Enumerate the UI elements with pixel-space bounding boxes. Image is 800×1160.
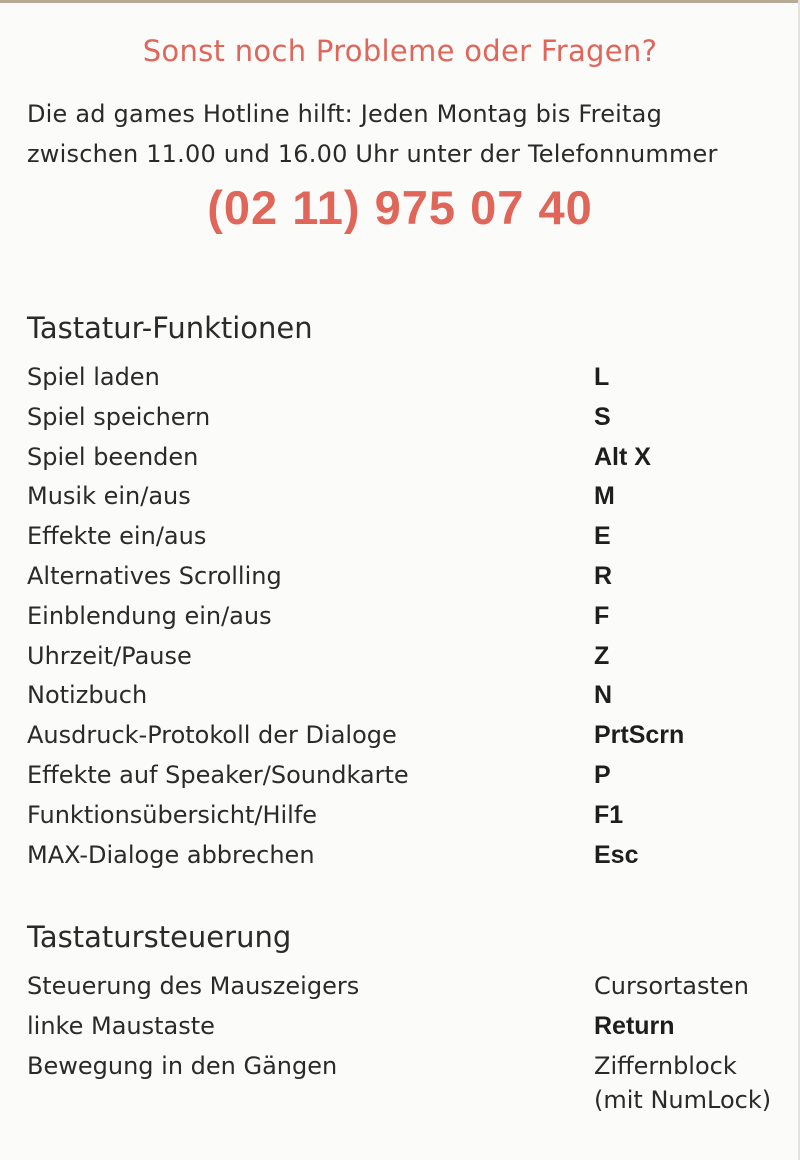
- key-label: Return: [594, 1012, 675, 1040]
- function-label: Notizbuch: [27, 681, 148, 710]
- function-label: Steuerung des Mauszeigers: [27, 972, 360, 1000]
- function-label: Effekte ein/aus: [27, 522, 207, 551]
- key-row-hilfe: [27, 796, 787, 836]
- function-label: Effekte auf Speaker/Soundkarte: [27, 760, 409, 789]
- function-label: Spiel speichern: [27, 402, 211, 431]
- function-label: Spiel laden: [27, 363, 160, 391]
- function-label: linke Maustaste: [27, 1012, 215, 1040]
- key-label: Alt X: [594, 442, 651, 471]
- keyboard-control-list: [27, 966, 787, 1114]
- hotline-text-line-1: Die ad games Hotline hilft: Jeden Montag bis Freitag: [27, 100, 662, 128]
- function-label: Ausdruck-Protokoll der Dialoge: [27, 721, 397, 750]
- keyboard-functions-list: [27, 358, 787, 875]
- page-top-edge: [0, 0, 800, 3]
- key-label: F: [594, 601, 610, 630]
- key-row-notizbuch: [27, 676, 787, 716]
- key-label: Z: [594, 641, 610, 670]
- key-label: M: [594, 482, 615, 511]
- key-label: R: [594, 561, 613, 590]
- key-label: E: [594, 522, 611, 551]
- control-row-mauszeiger: [27, 966, 787, 1006]
- key-row-einblendung: [27, 597, 787, 637]
- key-label: Cursortasten: [594, 972, 749, 1000]
- keyboard-functions-title: Tastatur-Funktionen: [27, 311, 313, 345]
- hotline-heading: Sonst noch Probleme oder Fragen?: [142, 34, 658, 68]
- function-label: Musik ein/aus: [27, 482, 191, 511]
- key-label: S: [594, 402, 611, 431]
- function-label: Alternatives Scrolling: [27, 561, 282, 590]
- hotline-text: [27, 94, 772, 174]
- key-label: Esc: [594, 840, 639, 869]
- key-row-musik: [27, 477, 787, 517]
- function-label: Uhrzeit/Pause: [27, 641, 192, 670]
- function-label: Einblendung ein/aus: [27, 601, 272, 630]
- key-row-abbrechen: [27, 836, 787, 876]
- function-label: Bewegung in den Gängen: [27, 1052, 338, 1080]
- key-label: L: [594, 363, 610, 391]
- key-row-spiel-laden: [27, 358, 787, 398]
- key-label: Ziffernblock: [594, 1052, 737, 1080]
- key-row-scrolling: [27, 557, 787, 597]
- hotline-text-line-2: zwischen 11.00 und 16.00 Uhr unter der Telefonnummer: [27, 140, 718, 168]
- key-label: N: [594, 681, 613, 710]
- key-label: PrtScrn: [594, 721, 685, 750]
- keyboard-control-title: Tastatursteuerung: [27, 920, 292, 954]
- key-row-speaker: [27, 756, 787, 796]
- function-label: Spiel beenden: [27, 442, 199, 471]
- key-label-multiline: [594, 1049, 771, 1117]
- key-row-uhrzeit: [27, 637, 787, 677]
- function-label: Funktionsübersicht/Hilfe: [27, 800, 318, 829]
- key-row-spiel-beenden: [27, 438, 787, 478]
- key-row-effekte: [27, 517, 787, 557]
- hotline-phone-number: (02 11) 975 07 40: [207, 181, 593, 234]
- key-label-line-2: (mit NumLock): [594, 1086, 772, 1114]
- key-label: P: [594, 760, 611, 789]
- key-label: F1: [594, 800, 624, 829]
- function-label: MAX-Dialoge abbrechen: [27, 840, 315, 869]
- key-row-spiel-speichern: [27, 398, 787, 438]
- control-row-maustaste: [27, 1006, 787, 1046]
- control-row-gaenge: [27, 1046, 787, 1114]
- key-row-ausdruck: [27, 716, 787, 756]
